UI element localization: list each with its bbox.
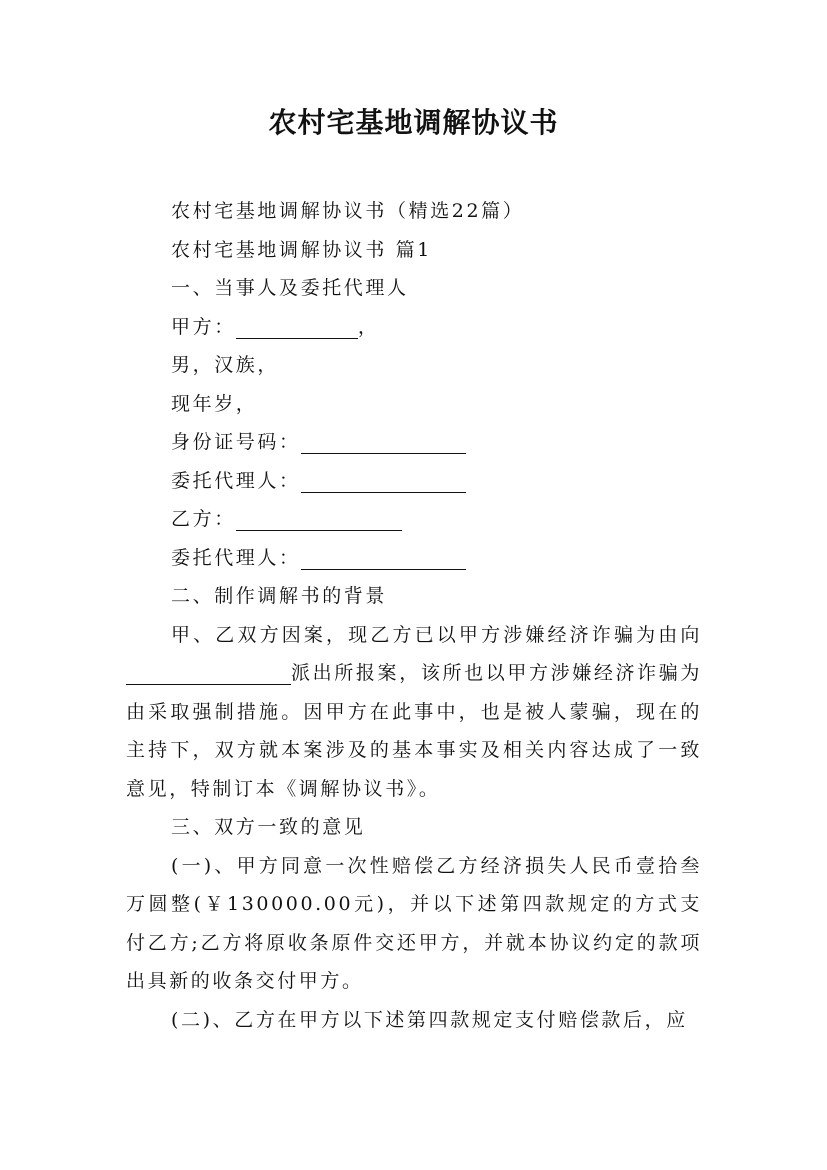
document-title: 农村宅基地调解协议书 bbox=[268, 106, 559, 139]
clause-1-paragraph: (一)、甲方同意一次性赔偿乙方经济损失人民币壹拾叁万圆整(￥130000.00元)，并以下述第四款规定的方式支付乙方;乙方将原收条原件交还甲方，并就本协议约定的款项出具新的收条交付甲方。 bbox=[126, 854, 702, 992]
party-a-suffix: ， bbox=[357, 315, 380, 338]
party-a-line bbox=[126, 308, 702, 347]
agent-a-line bbox=[126, 462, 702, 501]
background-text-1: 甲、乙双方因案，现乙方已以甲方涉嫌经济诈骗为由向 bbox=[171, 623, 702, 646]
agent-b-line bbox=[126, 539, 702, 578]
id-number-line bbox=[126, 423, 702, 462]
party-b-blank bbox=[236, 508, 402, 531]
id-number-label: 身份证号码： bbox=[171, 431, 301, 453]
party-b-label: 乙方： bbox=[171, 508, 236, 530]
party-b-line bbox=[126, 500, 702, 539]
party-a-gender: 男，汉族， bbox=[171, 354, 280, 376]
agent-a-label: 委托代理人： bbox=[171, 469, 301, 492]
document-body bbox=[126, 192, 702, 1039]
chapter-heading: 农村宅基地调解协议书 篇1 bbox=[171, 238, 432, 261]
id-number-blank bbox=[301, 431, 466, 454]
agent-b-blank bbox=[301, 547, 466, 570]
agent-b-label: 委托代理人： bbox=[171, 546, 301, 569]
background-paragraph bbox=[126, 616, 702, 809]
police-station-blank bbox=[126, 662, 291, 685]
party-a-label: 甲方： bbox=[171, 315, 236, 338]
party-a-blank bbox=[236, 316, 358, 339]
clause-2-paragraph: (二)、乙方在甲方以下述第四款规定支付赔偿款后，应 bbox=[171, 1008, 688, 1031]
party-a-age: 现年岁， bbox=[171, 392, 258, 415]
subtitle: 农村宅基地调解协议书（精选22篇） bbox=[171, 200, 525, 222]
agent-a-blank bbox=[301, 470, 466, 493]
section-heading-parties: 一、当事人及委托代理人 bbox=[171, 277, 409, 299]
section-heading-agreement: 三、双方一致的意见 bbox=[171, 816, 366, 838]
background-text-2: 派出所报案，该所也以甲方涉嫌经济诈骗为由采取强制措施。因甲方在此事中，也是被人蒙骗，现在的主持下，双方就本案涉及的基本事实及相关内容达成了一致意见，特制订本《调解协议书》。 bbox=[126, 662, 702, 800]
section-heading-background: 二、制作调解书的背景 bbox=[171, 585, 388, 607]
